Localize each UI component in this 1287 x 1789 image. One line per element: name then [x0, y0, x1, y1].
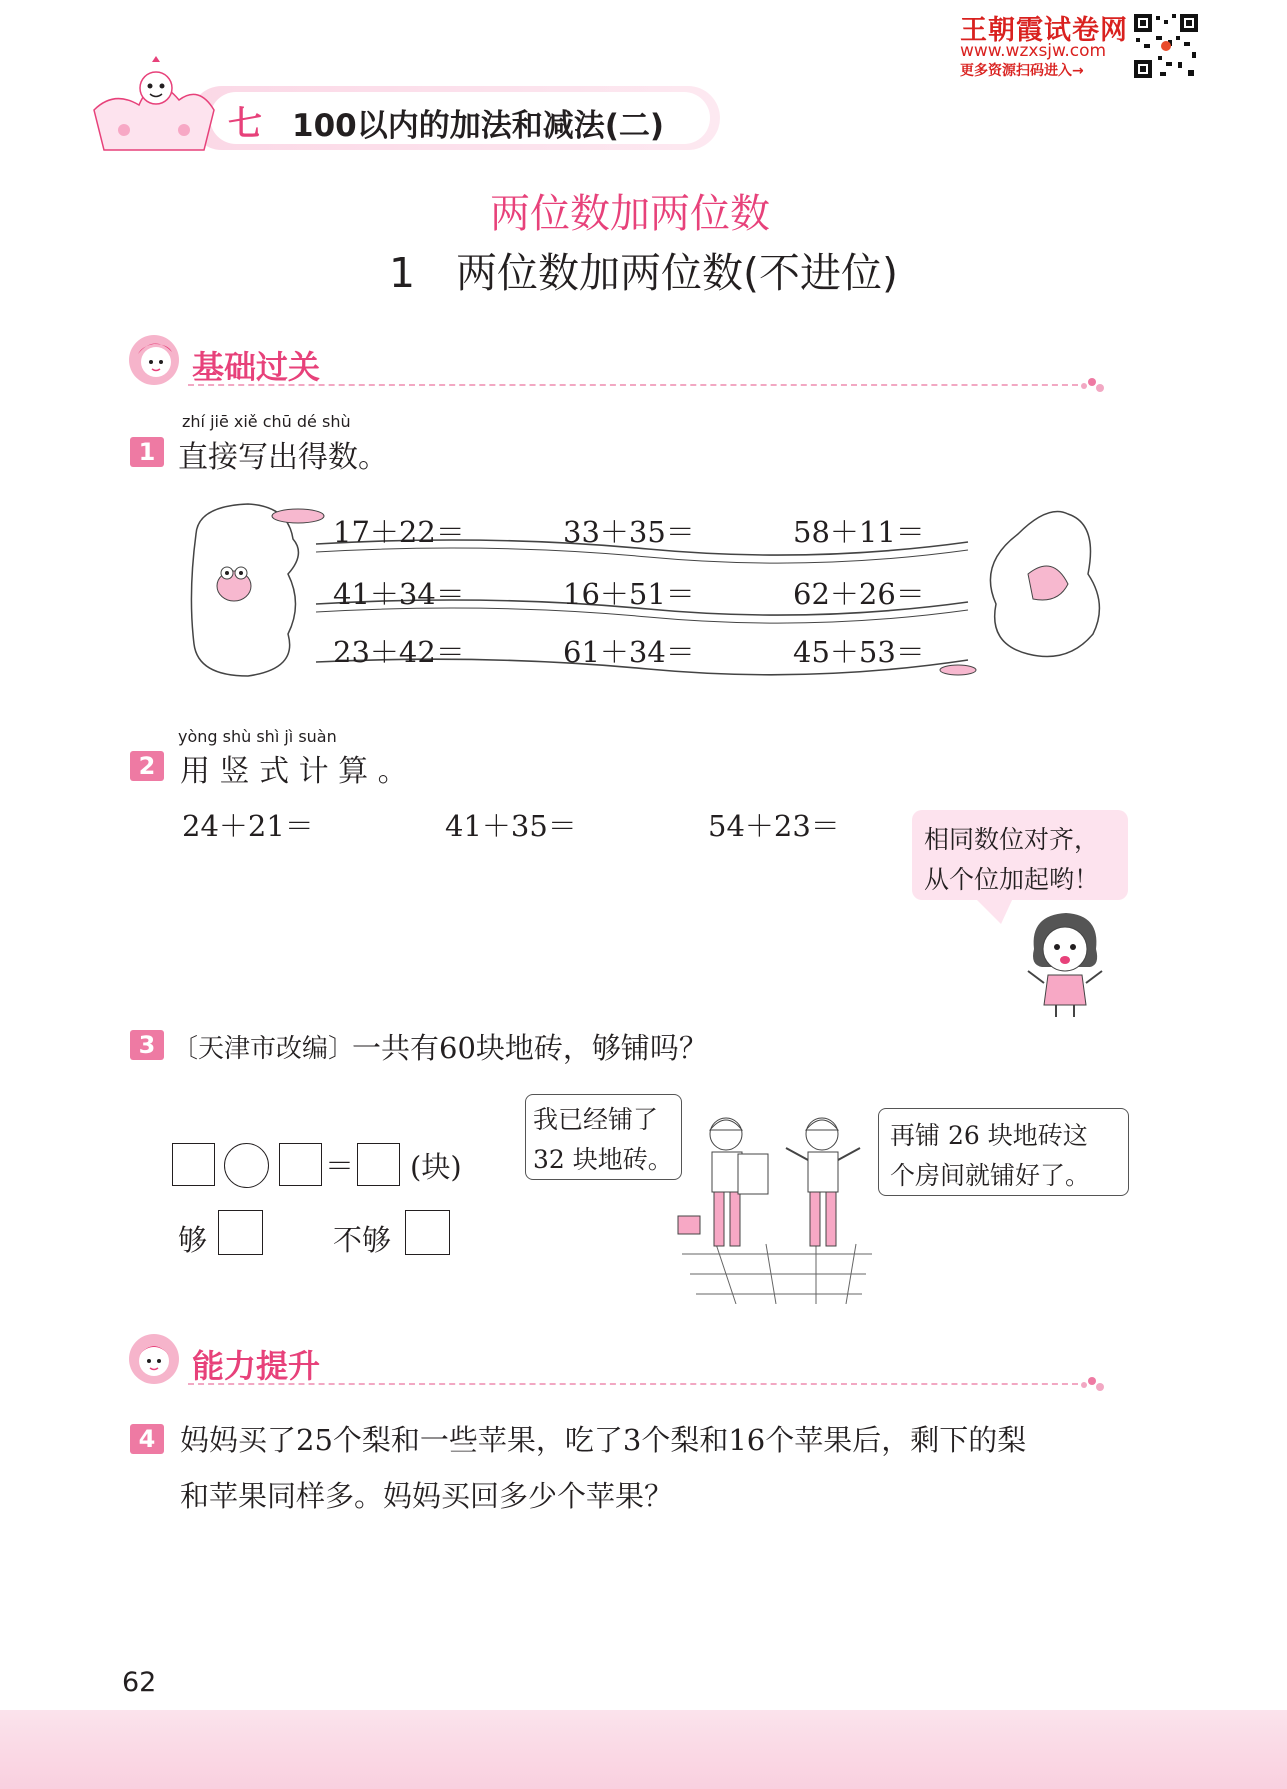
girl-character-illustration [1020, 905, 1110, 1017]
q3-question: 一共有60块地砖，够铺吗？ [352, 1031, 708, 1065]
q3-source: 〔天津市改编〕 [172, 1034, 355, 1064]
q1-expression: 16＋51＝ [563, 577, 695, 611]
lesson-title: 1 两位数加两位数(不进位) [388, 249, 899, 297]
q1-expression: 23＋42＝ [333, 635, 465, 669]
unit-label: (块) [410, 1150, 462, 1184]
girl-face-icon [128, 334, 180, 386]
crown-mascot-illustration [84, 50, 224, 160]
q1-expression: 45＋53＝ [793, 635, 925, 669]
answer-box[interactable] [172, 1143, 215, 1186]
section-divider [188, 1383, 1078, 1385]
speech-right-line: 个房间就铺好了。 [890, 1161, 1091, 1190]
q2-expression: 24＋21＝ [182, 809, 314, 843]
q1-pinyin: zhí jiē xiě chū dé shù [182, 412, 351, 431]
equals-sign: ＝ [325, 1149, 355, 1183]
page-number: 62 [122, 1667, 157, 1698]
enough-checkbox[interactable] [218, 1210, 263, 1255]
speech-right-line: 再铺 26 块地砖这 [890, 1121, 1088, 1150]
q1-expression: 17＋22＝ [333, 515, 465, 549]
workers-illustration [676, 1104, 876, 1304]
q1-expression: 61＋34＝ [563, 635, 695, 669]
watermark-url: www.wzxsjw.com [960, 41, 1107, 61]
bubble-tail [975, 898, 1025, 926]
footer-band [0, 1710, 1287, 1789]
not-enough-label: 不够 [333, 1223, 392, 1257]
boy-face-icon [128, 1333, 180, 1385]
q2-hint-line: 相同数位对齐， [924, 825, 1100, 854]
watermark-note: 更多资源扫码进入→ [960, 63, 1084, 79]
q1-expression: 58＋11＝ [793, 515, 925, 549]
q1-number-badge: 1 [130, 437, 164, 467]
q4-number-badge: 4 [130, 1424, 164, 1454]
watermark-title: 王朝霞试卷网 [960, 15, 1128, 46]
dots-decoration-icon [1078, 374, 1108, 394]
qr-code-icon[interactable] [1132, 12, 1200, 80]
section-label-advanced: 能力提升 [192, 1347, 321, 1385]
q3-number-badge: 3 [130, 1030, 164, 1060]
q2-pinyin: yòng shù shì jì suàn [178, 727, 337, 746]
section-label-basic: 基础过关 [192, 348, 321, 386]
not-enough-checkbox[interactable] [405, 1210, 450, 1255]
enough-label: 够 [178, 1223, 208, 1257]
q4-text-line: 和苹果同样多。妈妈买回多少个苹果？ [180, 1479, 674, 1513]
answer-box[interactable] [357, 1143, 400, 1186]
q2-hint-line: 从个位加起哟！ [924, 865, 1100, 894]
q1-expression: 62＋26＝ [793, 577, 925, 611]
operator-circle[interactable] [224, 1143, 269, 1188]
frog-icon [217, 567, 251, 601]
answer-box[interactable] [279, 1143, 322, 1186]
q2-expression: 54＋23＝ [708, 809, 840, 843]
section-divider [188, 384, 1078, 386]
speech-left-line: 我已经铺了 [533, 1105, 659, 1134]
section-header-advanced [128, 1333, 1128, 1393]
speech-left-line: 32 块地砖。 [533, 1145, 673, 1174]
q2-number-badge: 2 [130, 751, 164, 781]
dots-decoration-icon [1078, 1373, 1108, 1393]
section-header-basic [128, 334, 1128, 394]
q2-expression: 41＋35＝ [445, 809, 577, 843]
q1-instruction: 直接写出得数。 [178, 440, 388, 475]
q1-expression: 33＋35＝ [563, 515, 695, 549]
section-title: 两位数加两位数 [490, 191, 770, 237]
q2-instruction: 用 竖 式 计 算 。 [180, 754, 408, 789]
q1-expression: 41＋34＝ [333, 577, 465, 611]
chapter-title: 100以内的加法和减法(二) [292, 108, 665, 144]
chapter-number: 七 [228, 104, 262, 144]
q4-text-line: 妈妈买了25个梨和一些苹果，吃了3个梨和16个苹果后，剩下的梨 [180, 1423, 1027, 1457]
